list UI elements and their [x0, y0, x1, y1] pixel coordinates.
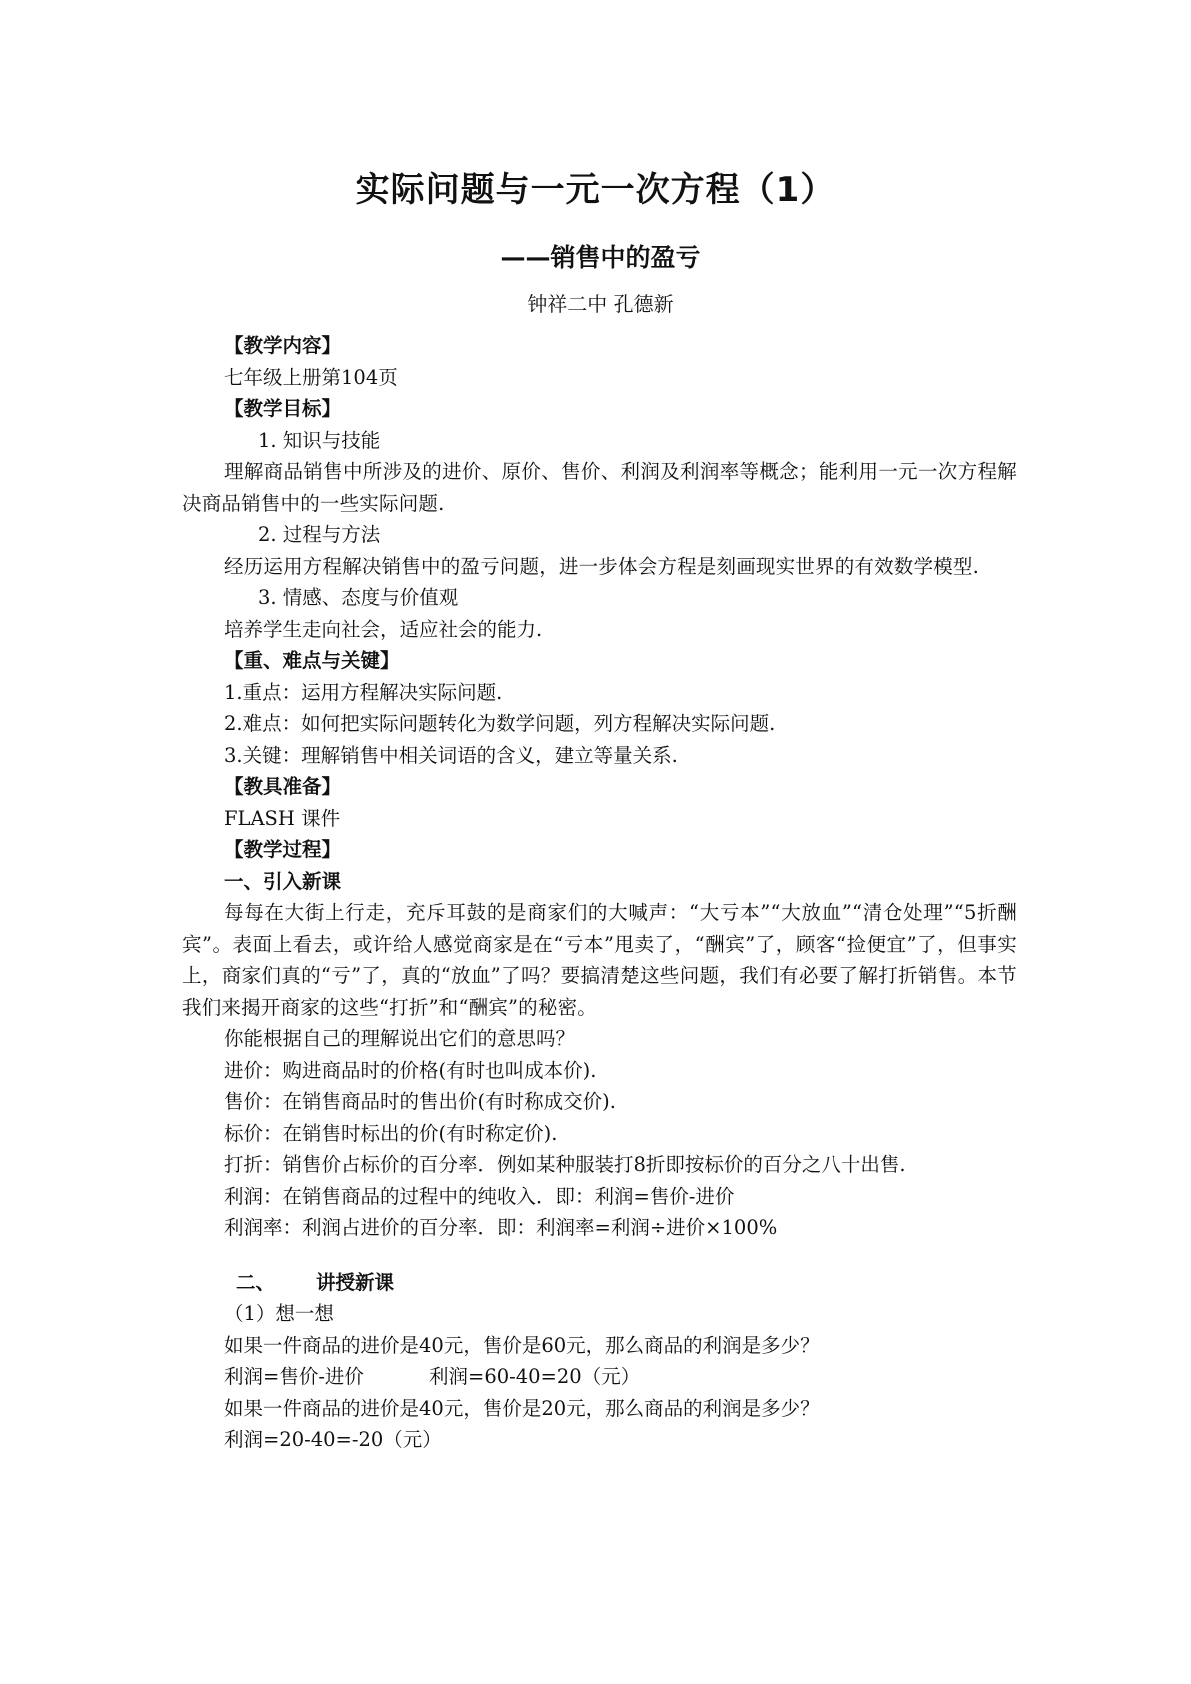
section-2-title — [182, 1267, 1017, 1299]
heading-teaching-process: 【教学过程】 — [224, 838, 342, 861]
heading-teaching-goals: 【教学目标】 — [224, 397, 342, 420]
intro-paragraph: 每每在大街上行走，充斥耳鼓的是商家们的大喊声：“大亏本”“大放血”“清仓处理”“5折酬宾”。表面上看去，或许给人感觉商家是在“亏本”甩卖了，“酬宾”了，顾客“捡便宜”了，但事实上，商家们真的“亏”了，真的“放血”了吗？要搞清楚这些问题，我们有必要了解打折销售。本节我们来揭开商家的这些“打折”和“酬宾”的秘密。 — [182, 901, 1017, 1019]
formula-right: 利润=60-40=20（元） — [429, 1365, 641, 1388]
intro-question: 你能根据自己的理解说出它们的意思吗？ — [224, 1027, 576, 1050]
heading-teaching-content: 【教学内容】 — [224, 334, 342, 357]
goal-1-text: 理解商品销售中所涉及的进价、原价、售价、利润及利润率等概念；能利用一元一次方程解决商品销售中的一些实际问题. — [182, 460, 1017, 515]
think-heading: （1）想一想 — [224, 1302, 334, 1325]
goal-3-title: 3. 情感、态度与价值观 — [258, 586, 459, 609]
document-subtitle: ——销售中的盈亏 — [500, 243, 701, 272]
formula-row — [182, 1361, 1017, 1393]
key-point-2: 2.难点：如何把实际问题转化为数学问题，列方程解决实际问题. — [224, 712, 776, 735]
goal-3-text: 培养学生走向社会，适应社会的能力. — [224, 617, 543, 641]
answer-2: 利润=20-40=-20（元） — [224, 1428, 442, 1451]
section-1-title: 一、引入新课 — [224, 869, 342, 893]
section-2-number: 二、 — [236, 1270, 276, 1294]
key-point-1: 1.重点：运用方程解决实际问题. — [224, 680, 503, 704]
definition-profit: 利润：在销售商品的过程中的纯收入．即：利润=售价-进价 — [224, 1184, 735, 1208]
definition-profit-rate: 利润率：利润占进价的百分率．即：利润率=利润÷进价×100% — [224, 1216, 778, 1239]
definition-discount: 打折：销售价占标价的百分率．例如某种服装打8折即按标价的百分之八十出售. — [224, 1153, 906, 1176]
teaching-content-text: 七年级上册第104页 — [224, 365, 398, 389]
formula-left: 利润=售价-进价 — [224, 1365, 364, 1388]
goal-2-text: 经历运用方程解决销售中的盈亏问题，进一步体会方程是刻画现实世界的有效数学模型. — [224, 554, 979, 578]
document-title: 实际问题与一元一次方程（1） — [355, 170, 836, 210]
document-body — [182, 330, 1017, 1456]
section-2-label: 讲授新课 — [316, 1270, 395, 1294]
definition-cost-price: 进价：购进商品时的价格(有时也叫成本价). — [224, 1058, 597, 1082]
question-1: 如果一件商品的进价是40元，售价是60元，那么商品的利润是多少？ — [224, 1333, 820, 1357]
definition-sale-price: 售价：在销售商品时的售出价(有时称成交价). — [224, 1090, 616, 1113]
goal-1-title: 1. 知识与技能 — [258, 428, 381, 452]
heading-key-points: 【重、难点与关键】 — [224, 649, 400, 672]
teaching-tools-text: FLASH 课件 — [224, 806, 341, 830]
heading-teaching-tools: 【教具准备】 — [224, 775, 342, 798]
definition-marked-price: 标价：在销售时标出的价(有时称定价). — [224, 1121, 558, 1145]
question-2: 如果一件商品的进价是40元，售价是20元，那么商品的利润是多少？ — [224, 1396, 820, 1420]
goal-2-title: 2. 过程与方法 — [258, 523, 381, 546]
document-author: 钟祥二中 孔德新 — [527, 292, 674, 316]
spacer — [182, 1244, 1017, 1267]
key-point-3: 3.关键：理解销售中相关词语的含义，建立等量关系. — [224, 743, 678, 767]
